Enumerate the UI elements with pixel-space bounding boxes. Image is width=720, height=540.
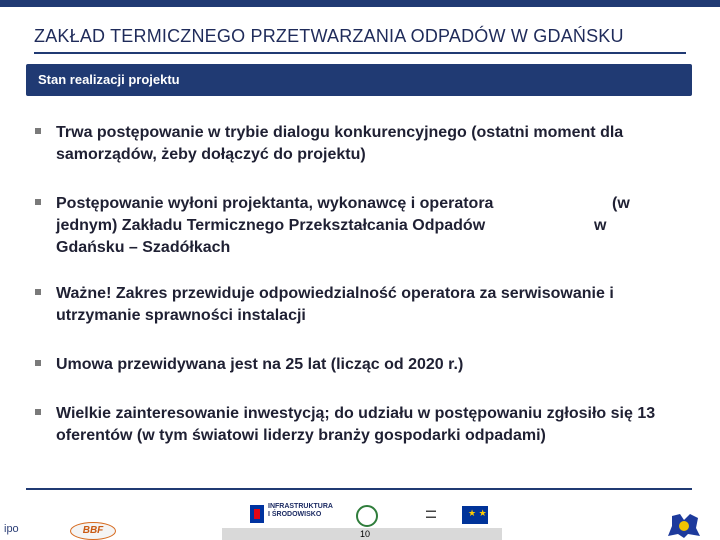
- bullet-square-icon: [35, 199, 41, 205]
- bullet-text-fragment: (w: [612, 195, 630, 212]
- page-number-bar: [222, 528, 502, 540]
- bullet-square-icon: [35, 289, 41, 295]
- bullet-text: Umowa przewidywana jest na 25 lat (licząc od 2020 r.): [56, 356, 464, 373]
- eu-fund-logo: ▬▬ ▬▬: [426, 508, 436, 520]
- bullet-list: [34, 122, 694, 474]
- bbf-logo: BBF: [70, 522, 116, 540]
- bullet-text-line: Gdańsku – Szadółkach: [56, 239, 231, 256]
- infrastruktura-logo: [250, 501, 333, 527]
- section-banner-label: Stan realizacji projektu: [38, 72, 180, 87]
- poland-flag-icon: [250, 505, 264, 523]
- ipo-logo: ipo: [4, 523, 19, 535]
- footer-divider: [26, 488, 692, 490]
- infrastruktura-logo-text: INFRASTRUKTURA I ŚRODOWISKO: [268, 503, 333, 518]
- bullet-text-fragment: w: [594, 217, 607, 234]
- bullet-square-icon: [35, 360, 41, 366]
- bullet-text: Ważne! Zakres przewiduje odpowiedzialność operatora za serwisowanie i utrzymanie sprawności instalacji: [56, 285, 614, 324]
- bullet-square-icon: [35, 128, 41, 134]
- bullet-item: [34, 403, 694, 447]
- bullet-text: [56, 193, 576, 259]
- page-number: 10: [360, 529, 371, 539]
- bullet-item: [34, 193, 694, 259]
- bullet-text-line: Postępowanie wyłoni projektanta, wykonawcę i operatora: [56, 195, 494, 212]
- bullet-item: [34, 122, 694, 166]
- bullet-item: [34, 283, 694, 327]
- slide-title: ZAKŁAD TERMICZNEGO PRZETWARZANIA ODPADÓW W GDAŃSKU: [34, 26, 624, 46]
- bullet-text-line: jednym) Zakładu Termicznego Przekształcania Odpadów: [56, 217, 486, 234]
- nfos-logo-icon: [356, 505, 378, 527]
- title-underline: [34, 52, 686, 54]
- section-banner: [26, 64, 692, 96]
- bullet-square-icon: [35, 409, 41, 415]
- bullet-item: [34, 354, 694, 376]
- bullet-text: Trwa postępowanie w trybie dialogu konkurencyjnego (ostatni moment dla samorządów, żeby dołączyć do projektu): [56, 124, 624, 163]
- top-accent-bar: [0, 0, 720, 7]
- pomorskie-crest-icon: [666, 512, 702, 540]
- bullet-text: Wielkie zainteresowanie inwestycją; do udziału w postępowaniu zgłosiło się 13 oferentów (w tym światowi liderzy branży gospodarki odpadami): [56, 405, 656, 444]
- eu-flag-icon: ★ ★: [462, 506, 488, 524]
